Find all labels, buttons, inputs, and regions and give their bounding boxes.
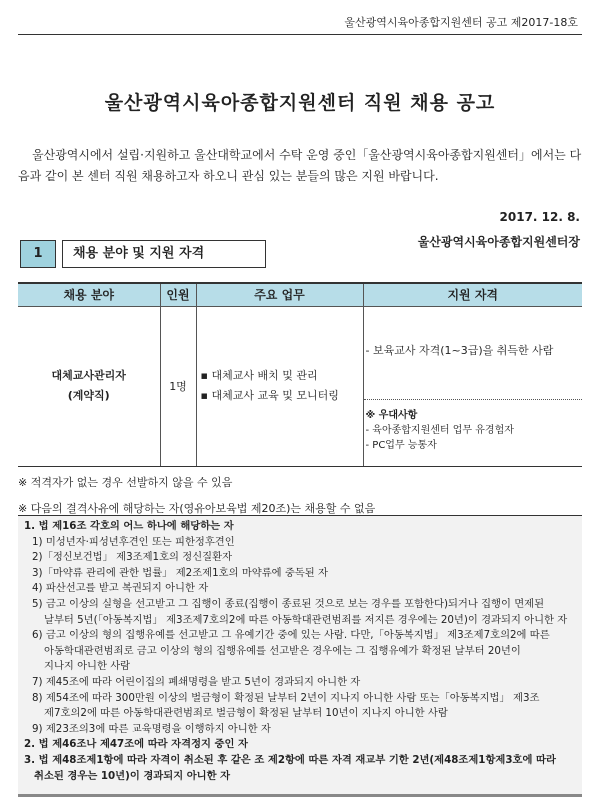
disq-item: 7) 제45조에 따라 어린이집의 폐쇄명령을 받고 5년이 경과되지 아니한 자 (32, 675, 361, 688)
preference: - PC업무 능통자 (365, 439, 437, 451)
col-header: 채용 분야 (18, 283, 160, 306)
disq-item: 지나지 아니한 사람 (44, 660, 131, 673)
table-row (18, 306, 582, 466)
preference-title: ※ 우대사항 (365, 409, 418, 421)
disq-item: 5) 금고 이상의 실형을 선고받고 그 집행이 종료(집행이 종료된 것으로 보는 경우를 포함한다)되거나 집행이 면제된 (32, 597, 545, 610)
col-header: 인원 (160, 283, 196, 306)
section-title: 채용 분야 및 지원 자격 (62, 240, 266, 268)
preference: - 육아종합지원센터 업무 유경험자 (365, 424, 514, 436)
disq-item: 3)「마약류 관리에 관한 법률」 제2조제1호의 마약류에 중독된 자 (32, 566, 328, 579)
disq-item: 4) 파산선고를 받고 복권되지 아니한 자 (32, 582, 209, 595)
disq-heading: 2. 법 제46조나 제47조에 따라 자격정지 중인 자 (24, 738, 248, 751)
disq-heading-cont: 취소된 경우는 10년)이 경과되지 아니한 자 (34, 769, 231, 782)
disq-item: 아동학대관련범죄로 금고 이상의 형의 집행유예를 선고받은 경우에는 그 집행유예가 확정된 날부터 20년이 (44, 644, 521, 657)
organization: 울산광역시육아종합지원센터장 (417, 235, 580, 249)
disq-item: 9) 제23조의3에 따른 교육명령을 이행하지 아니한 자 (32, 722, 271, 735)
duty: ▪ 대체교사 교육 및 모니터링 (200, 389, 339, 402)
disq-item: 날부터 5년(「아동복지법」 제3조제7호의2에 따른 아동학대관련범죄를 저지른 경우에는 20년)이 경과되지 아니한 자 (44, 613, 568, 626)
recruitment-table (18, 282, 582, 467)
col-header: 주요 업무 (196, 283, 363, 306)
qualification: - 보육교사 자격(1~3급)을 취득한 사람 (364, 307, 583, 400)
headcount: 1명 (160, 306, 196, 466)
disq-item: 2)「정신보건법」 제3조제1호의 정신질환자 (32, 551, 233, 564)
date: 2017. 12. 8. (499, 210, 580, 224)
section-number: 1 (20, 240, 56, 268)
field-name: 대체교사관리자 (51, 369, 126, 382)
disq-item: 6) 금고 이상의 형의 집행유예를 선고받고 그 유예기간 중에 있는 사람. 다만,「아동복지법」 제3조제7호의2에 따른 (32, 629, 550, 642)
disqualification-box (18, 515, 582, 797)
duty: ▪ 대체교사 배치 및 관리 (200, 369, 318, 382)
disq-heading: 3. 법 제48조제1항에 따라 자격이 취소된 후 같은 조 제2항에 따른 자격 재교부 기한 2년(제48조제1항제3호에 따라 (24, 753, 556, 766)
notice-number: 울산광역시육아종합지원센터 공고 제2017-18호 (344, 16, 578, 29)
disq-item: 8) 제54조에 따라 300만원 이상의 벌금형이 확정된 날부터 2년이 지나지 아니한 사람 또는「아동복지법」 제3조 (32, 691, 540, 704)
page-title: 울산광역시육아종합지원센터 직원 채용 공고 (104, 92, 496, 114)
note: ※ 적격자가 없는 경우 선발하지 않을 수 있음 (18, 476, 233, 489)
intro-text: 울산광역시에서 설립·지원하고 울산대학교에서 수탁 운영 중인「울산광역시육아종합지원센터」에서는 다음과 같이 본 센터 직원 채용하고자 하오니 관심 있는 분들의 많은 지원 바랍니다. (18, 148, 582, 183)
col-header: 지원 자격 (363, 283, 582, 306)
disq-item: 1) 미성년자·피성년후견인 또는 피한정후견인 (32, 535, 235, 548)
disq-heading: 1. 법 제16조 각호의 어느 하나에 해당하는 자 (24, 520, 234, 532)
field-type: (계약직) (67, 389, 110, 402)
divider (18, 34, 582, 35)
disq-item: 제7호의2에 따른 아동학대관련범죄로 벌금형이 확정된 날부터 10년이 지나지 아니한 사람 (44, 707, 448, 720)
note: ※ 다음의 결격사유에 해당하는 자(영유아보육법 제20조)는 채용할 수 없음 (18, 502, 376, 515)
